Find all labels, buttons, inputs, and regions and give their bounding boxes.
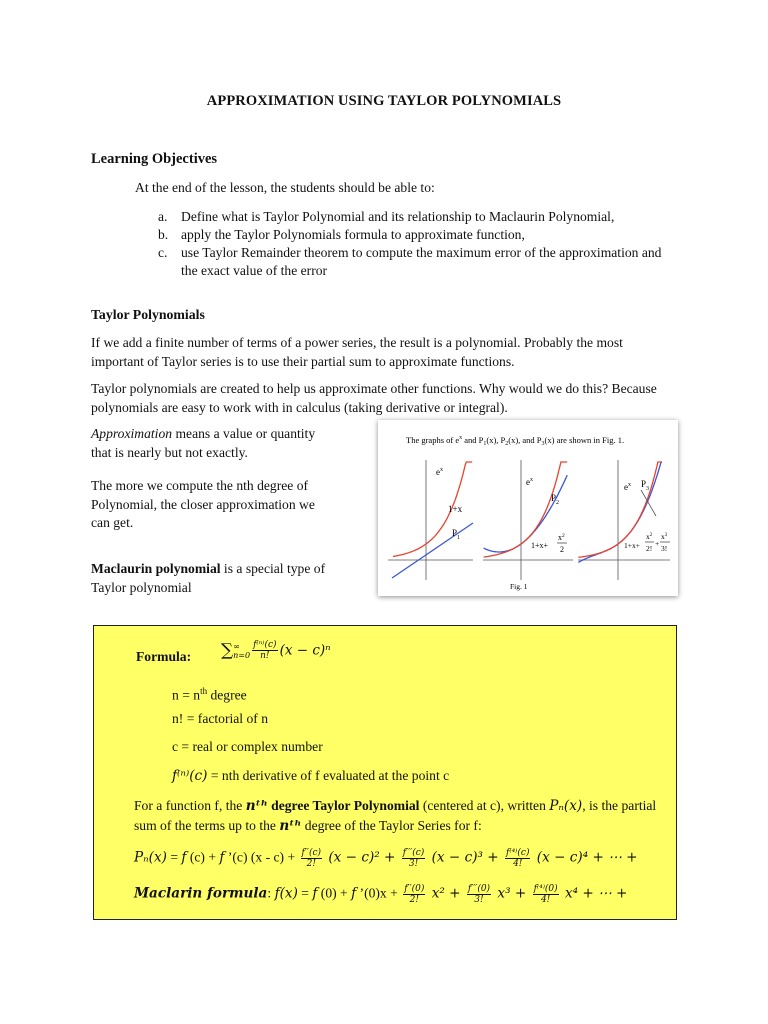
pn-math: Pₙ(x) (549, 798, 583, 814)
maclaurin-formula (134, 884, 627, 905)
paragraph-line: Taylor polynomial (91, 579, 192, 595)
nth-math: nᵗʰ (245, 798, 268, 814)
formula-math: f (181, 849, 187, 866)
p3-denominator-2: 3! (661, 544, 668, 553)
paragraph-line: can get. (91, 515, 134, 530)
sum-lower-limit: n=0 (233, 650, 251, 660)
formula-text: : (267, 885, 275, 901)
paragraph-line: Taylor polynomials are created to help us approximate other functions. Why would we do this? Because (91, 381, 657, 396)
definition-factorial: n! = factorial of n (172, 711, 268, 726)
paragraph-line: important of Taylor series is to use their partial sum to approximate functions. (91, 353, 515, 369)
term-denominator: 2! (409, 895, 419, 905)
p3-denominator-1: 2! (646, 544, 653, 553)
objectives-intro: At the end of the lesson, the students should be able to: (135, 180, 435, 195)
taylor-graphs-figure (378, 420, 678, 596)
p2-numerator: $x^2$ (558, 533, 565, 542)
page-title: APPROXIMATION USING TAYLOR POLYNOMIALS (206, 93, 562, 109)
maclaurin-term: Maclaurin polynomial (91, 561, 221, 576)
formula-math: (x − c)⁴ + ⋯ + (532, 849, 638, 866)
paragraph-line: The more we compute the nth degree of (91, 478, 309, 493)
graph-panel-3 (578, 460, 670, 580)
paragraph-line: that is nearly but not exactly. (91, 444, 248, 460)
list-item-text: use Taylor Remainder theorem to compute the maximum error of the approximation and (181, 245, 662, 260)
p3-numerator-2: $x^3$ (661, 532, 668, 541)
figure-caption: The graphs of $e^x$ and $P_1(x)$, $P_2(x)$, and $P_3(x)$ are shown in Fig. 1. (406, 435, 625, 447)
formula-math: x² + (427, 885, 465, 902)
description-text: , is the partial (582, 798, 657, 813)
formula-math: f (219, 849, 225, 866)
term-denominator: 4! (513, 859, 523, 869)
approximation-definition (91, 425, 315, 462)
graph-panel-1 (388, 460, 473, 580)
definition-degree (172, 682, 247, 705)
formula-text: = (166, 849, 182, 865)
formula-box (93, 625, 677, 920)
taylor-series-formula (221, 640, 331, 661)
term-numerator: f′′(0) (404, 884, 425, 894)
sum-upper-limit: ∞ (233, 641, 240, 651)
p2-denominator: 2 (560, 545, 564, 554)
series-numerator: f⁽ⁿ⁾(c) (253, 640, 277, 650)
p3-numerator-1: $x^2$ (646, 532, 653, 541)
p2-formula: 1+x+ (531, 541, 549, 550)
term-denominator: 3! (474, 895, 484, 905)
exp-label: $e^x$ (624, 482, 631, 492)
formula-math: (x − c)² + (324, 849, 400, 866)
term-numerator: f′′′(0) (467, 884, 491, 894)
p1-label: $P_1$ (452, 528, 461, 541)
definition-center: c = real or complex number (172, 739, 323, 754)
paragraph-line: polynomials are easy to work with in calculus (taking derivative or integral). (91, 399, 508, 415)
series-denominator: n! (260, 651, 270, 661)
definition-sup: th (200, 686, 208, 696)
p3-plus: + (655, 539, 660, 548)
figure-graphs (378, 420, 678, 596)
term-numerator: f⁽⁴⁾(0) (533, 884, 558, 894)
taylor-polynomial-formula (134, 848, 638, 869)
formula-text: (0) + (317, 885, 352, 901)
taylor-polynomial-description (134, 797, 656, 835)
definition-text: degree (207, 687, 247, 703)
formula-text: ’(c) (x - c) + (224, 849, 299, 865)
formula-text: = (297, 885, 313, 901)
derivative-math: f⁽ⁿ⁾(c) (172, 768, 208, 784)
objectives-heading: Learning Objectives (91, 151, 218, 167)
paragraph-line: If we add a finite number of terms of a power series, the result is a polynomial. Probably the most (91, 335, 623, 350)
objective-item-a (158, 208, 614, 226)
list-marker: b. (158, 227, 169, 242)
description-text: degree of the Taylor Series for f: (301, 818, 482, 833)
figure-label: Fig. 1 (510, 582, 528, 591)
term-denominator: 3! (408, 859, 419, 869)
paragraph-text: is a special type of (220, 561, 326, 576)
graph-panel-2 (483, 460, 573, 580)
formula-lhs: Pₙ(x) (134, 849, 167, 866)
taylor-paragraph-1 (91, 334, 623, 371)
term-denominator: 2! (306, 859, 316, 869)
formula-text: (c) + (186, 849, 220, 865)
term-numerator: f′′(c) (301, 848, 322, 858)
formula-math: f (312, 885, 318, 902)
definition-text: n = n (172, 687, 201, 703)
maclaurin-paragraph (91, 560, 325, 597)
taylor-polynomial-term: degree Taylor Polynomial (267, 798, 420, 813)
maclaurin-label: Maclarin formula (134, 885, 268, 902)
formula-math: f (351, 885, 357, 902)
p3-label: $P_3$ (641, 479, 650, 492)
description-text: (centered at c), written (419, 798, 550, 813)
taylor-heading: Taylor Polynomials (91, 307, 205, 322)
list-marker: c. (158, 245, 168, 260)
objective-item-b (158, 226, 525, 244)
description-text: sum of the terms up to the (134, 818, 280, 833)
list-marker: a. (158, 209, 168, 224)
sum-symbol: ∑ (221, 640, 234, 661)
p3-formula: 1+x+ (624, 541, 640, 550)
definition-derivative (172, 767, 449, 785)
term-denominator: 4! (540, 895, 551, 905)
objective-item-c (158, 244, 661, 280)
taylor-paragraph-2 (91, 380, 657, 417)
list-item-text: apply the Taylor Polynomials formula to approximate function, (181, 227, 525, 242)
formula-lhs: f(x) (274, 885, 298, 902)
paragraph-line: Polynomial, the closer approximation we (91, 496, 315, 512)
nth-math: nᵗʰ (279, 818, 302, 834)
p1-line (392, 523, 473, 578)
formula-math: x³ + (493, 885, 531, 902)
term-numerator: f⁽⁴⁾(c) (506, 848, 530, 858)
approximation-term: Approximation (91, 426, 173, 441)
paragraph-text: means a value or quantity (172, 426, 316, 441)
series-tail: (x − c)ⁿ (279, 642, 331, 659)
line-label: 1+x (448, 504, 463, 514)
exp-label: $e^x$ (436, 467, 443, 477)
list-item-text-continued: the exact value of the error (181, 263, 328, 278)
formula-math: x⁴ + ⋯ + (560, 885, 628, 902)
p2-label: $P_2$ (551, 493, 560, 506)
list-item-text: Define what is Taylor Polynomial and its relationship to Maclaurin Polynomial, (181, 209, 615, 224)
formula-math: (x − c)³ + (427, 849, 504, 866)
term-numerator: f′′′(c) (402, 848, 425, 858)
description-text: For a function f, the (134, 798, 246, 813)
degree-paragraph (91, 477, 315, 533)
formula-text: ’(0)x + (356, 885, 402, 901)
formula-label: Formula: (136, 649, 192, 664)
definition-text: = nth derivative of f evaluated at the point c (207, 768, 450, 783)
exp-label: $e^x$ (526, 477, 533, 487)
